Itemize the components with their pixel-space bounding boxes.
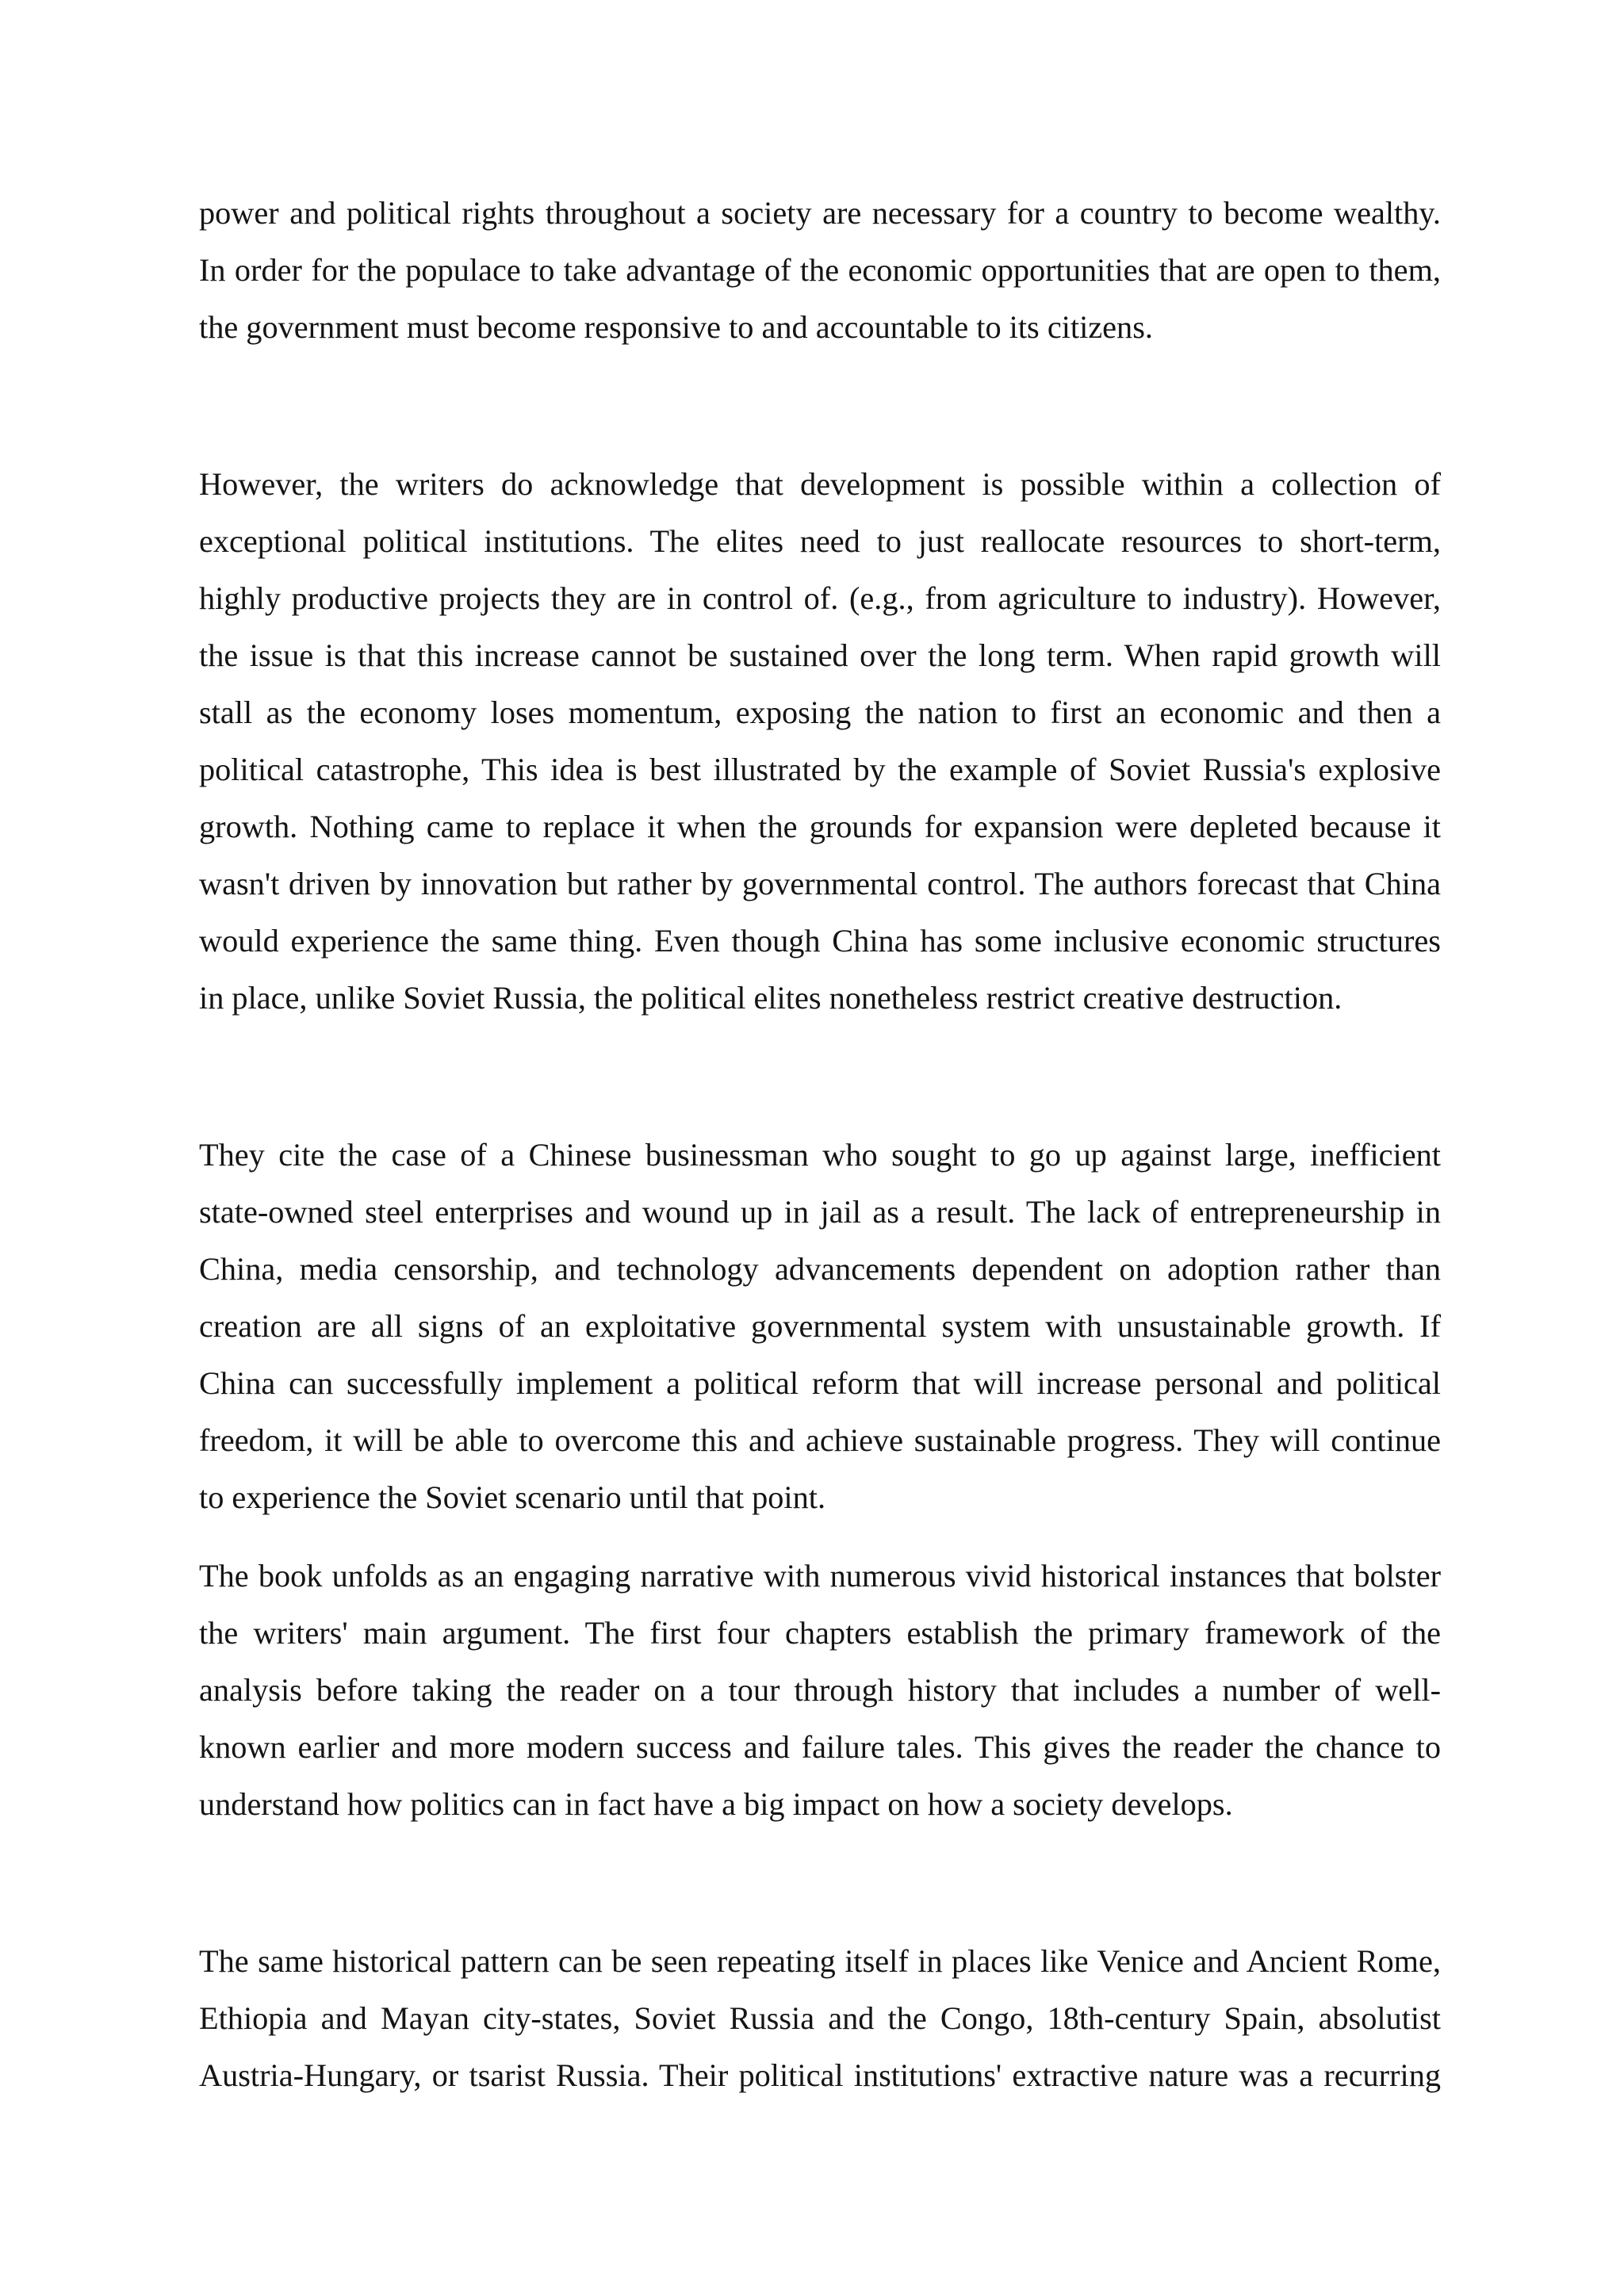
text-line: analysis before taking the reader on a tour through history that includes a number of well- <box>199 1672 1441 1708</box>
text-line: highly productive projects they are in control of. (e.g., from agriculture to industry). However, <box>199 580 1441 616</box>
text-line: The book unfolds as an engaging narrative with numerous vivid historical instances that bolster <box>199 1558 1441 1594</box>
text-line: growth. Nothing came to replace it when the grounds for expansion were depleted because it <box>199 809 1441 844</box>
text-line: would experience the same thing. Even though China has some inclusive economic structures <box>199 923 1441 959</box>
paragraph <box>199 1933 1441 2104</box>
text-line: creation are all signs of an exploitative governmental system with unsustainable growth. If <box>199 1308 1441 1344</box>
text-line: China can successfully implement a political reform that will increase personal and political <box>199 1365 1441 1401</box>
text-line: In order for the populace to take advantage of the economic opportunities that are open to them, <box>199 252 1441 288</box>
text-line: political catastrophe, This idea is best illustrated by the example of Soviet Russia's explosive <box>199 752 1441 787</box>
text-line: wasn't driven by innovation but rather by governmental control. The authors forecast that China <box>199 866 1441 901</box>
paragraph <box>199 1127 1441 1526</box>
text-line: the writers' main argument. The first four chapters establish the primary framework of the <box>199 1615 1441 1651</box>
text-line: They cite the case of a Chinese businessman who sought to go up against large, inefficient <box>199 1137 1441 1173</box>
text-line: to experience the Soviet scenario until that point. <box>199 1479 826 1515</box>
text-line: freedom, it will be able to overcome this and achieve sustainable progress. They will continue <box>199 1422 1441 1458</box>
text-line: the government must become responsive to and accountable to its citizens. <box>199 309 1153 345</box>
text-line: the issue is that this increase cannot be sustained over the long term. When rapid growth will <box>199 637 1441 673</box>
text-line: understand how politics can in fact have a big impact on how a society develops. <box>199 1786 1233 1822</box>
text-line: power and political rights throughout a society are necessary for a country to become wealthy. <box>199 195 1441 231</box>
document-body <box>199 185 1441 2126</box>
text-line: China, media censorship, and technology advancements dependent on adoption rather than <box>199 1251 1441 1287</box>
blank-line <box>199 1854 1441 1911</box>
text-line: Ethiopia and Mayan city-states, Soviet Russia and the Congo, 18th-century Spain, absolutist <box>199 2000 1441 2036</box>
text-line: However, the writers do acknowledge that development is possible within a collection of <box>199 466 1441 502</box>
text-line: known earlier and more modern success and failure tales. This gives the reader the chance to <box>199 1729 1441 1765</box>
text-line: state-owned steel enterprises and wound up in jail as a result. The lack of entrepreneurship in <box>199 1194 1441 1230</box>
text-line: The same historical pattern can be seen repeating itself in places like Venice and Ancient Rome, <box>199 1943 1441 1979</box>
text-line: Austria-Hungary, or tsarist Russia. Their political institutions' extractive nature was a recurring <box>199 2057 1441 2093</box>
text-line: stall as the economy loses momentum, exposing the nation to first an economic and then a <box>199 695 1441 730</box>
paragraph <box>199 1548 1441 1833</box>
blank-line <box>199 1048 1441 1105</box>
text-line: exceptional political institutions. The elites need to just reallocate resources to short-term, <box>199 523 1441 559</box>
blank-line <box>199 377 1441 434</box>
paragraph <box>199 185 1441 356</box>
paragraph <box>199 456 1441 1027</box>
text-line: in place, unlike Soviet Russia, the political elites nonetheless restrict creative destruction. <box>199 980 1342 1016</box>
